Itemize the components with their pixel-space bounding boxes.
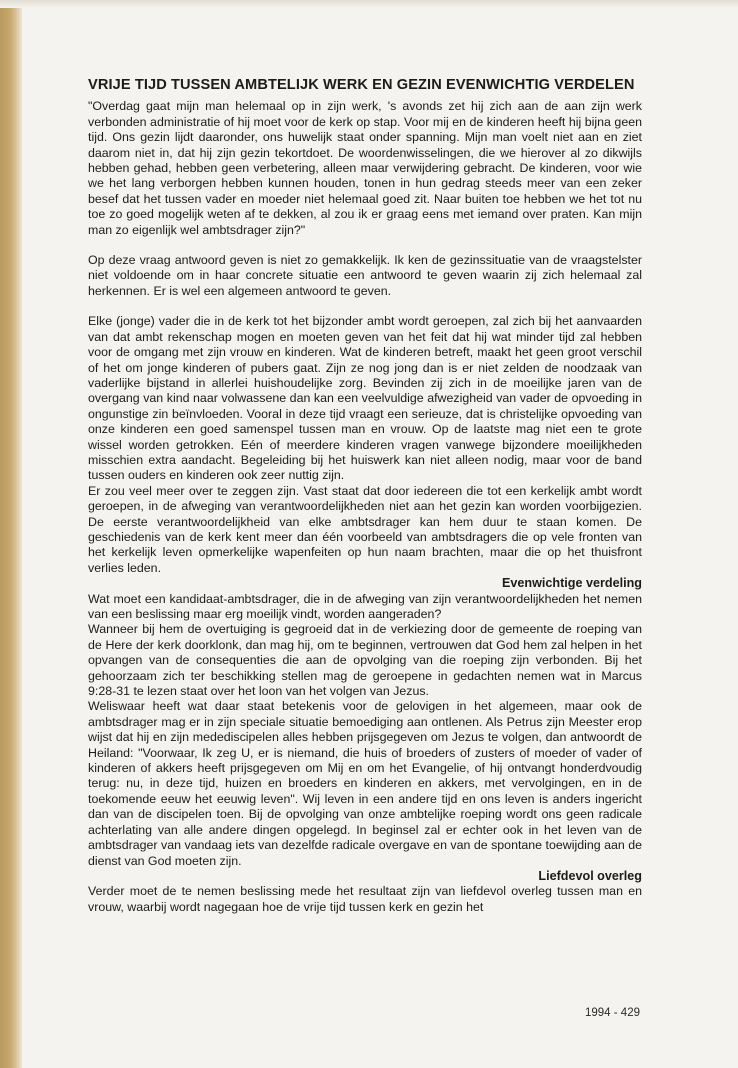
paragraph-question: "Overdag gaat mijn man helemaal op in zijn werk, 's avonds zet hij zich aan de aan zijn werk verbonden administratie of hij moet voor de kerk op stap. Voor mij en de kinderen heeft hij bijna geen tijd. Ons gezin lijdt daaronder, ons huwelijk staat onder spanning. Mijn man voelt niet aan en ziet daarom niet in, dat hij zijn gezin tekortdoet. De woordenwisselingen, die we hierover al zo dikwijls hebben gehad, hebben geen verbetering, alleen maar verwijdering gebracht. De kinderen, voor wie we het lang verborgen hebben kunnen houden, tonen in hun gedrag steeds meer van een zeker besef dat het tussen vader en moeder niet helemaal goed zit. Naar buiten toe hebben we het tot nu toe zo goed mogelijk weten af te dekken, al zou ik er graag eens met iemand over praten. Kan mijn man zo eigenlijk wel ambtsdrager zijn?"	[88, 99, 642, 237]
scan-binding-edge	[0, 0, 22, 1068]
article-title: VRIJE TIJD TUSSEN AMBTELIJK WERK EN GEZIN EVENWICHTIG VERDELEN	[88, 77, 635, 93]
paragraph-encouragement: Weliswaar heeft wat daar staat betekenis voor de gelovigen in het algemeen, maar ook de ambtsdrager mag er in zijn speciale situatie bemoediging aan ontlenen. Als Petrus zijn Meester erop wijst dat hij en zijn medediscipelen alles hebben prijsgegeven om Jezus te volgen, dan antwoordt de Heiland: "Voorwaar, Ik zeg U, er is niemand, die huis of broeders of zusters of moeder of vader of kinderen of akkers heeft prijsgegeven om Mij en om het Evangelie, of hij ontvangt honderdvoudig terug: nu, in deze tijd, huizen en broeders en kinderen en akkers, met vervolgingen, en in de toekomende eeuw het eeuwig leven". Wij leven in een andere tijd en ons leven is anders ingericht dan van de discipelen toen. Bij de opvolging van onze ambtelijke roeping wordt ons geen radicale achterlating van alle andere dingen opgelegd. In beginsel zal er echter ook in het leven van de ambtsdrager van vandaag iets van dezelfde radicale overgave en van de spontane toewijding aan de dienst van God moeten zijn.	[88, 699, 642, 868]
scan-top-edge	[0, 0, 738, 8]
paragraph-father-role: Elke (jonge) vader die in de kerk tot het bijzonder ambt wordt geroepen, zal zich bij het aanvaarden van dat ambt rekenschap mogen en moeten geven van het feit dat hij wat minder tijd zal hebben voor de omgang met zijn vrouw en kinderen. Wat de kinderen betreft, maakt het geen groot verschil of het om jonge kinderen of pubers gaat. Zijn ze nog jong dan is er niet zelden de noodzaak van vaderlijke bijstand in allerlei huishoudelijke zorg. Bevinden zij zich in de moeilijke jaren van de overgang van kind naar volwassene dan kan een veelvuldige afwezigheid van vader de opvoeding in ongunstige zin beïnvloeden. Vooral in deze tijd vraagt een serieuze, dat is christelijke opvoeding van onze kinderen een goed samenspel tussen man en vrouw. Op de laatste mag niet een te grote wissel worden getrokken. Eén of meerdere kinderen vragen vanwege bijzondere moeilijkheden misschien extra aandacht. Begeleiding bij het huiswerk kan niet alleen nodig, maar voor de band tussen ouders en kinderen ook zeer nuttig zijn.	[88, 314, 642, 483]
paragraph-candidate-question: Wat moet een kandidaat-ambtsdrager, die in de afweging van zijn verantwoordelijkheden het nemen van een beslissing maar erg moeilijk vindt, worden aangeraden?	[88, 591, 642, 621]
paragraph-conviction: Wanneer bij hem de overtuiging is gegroeid dat in de verkiezing door de gemeente de roeping van de Here der kerk doorklonk, dan mag hij, om te beginnen, vertrouwen dat God hem zal helpen in het opvangen van de consequenties die aan de opvolging van die roeping zijn verbonden. Bij het gehoorzaam zich ter beschikking stellen mag de geroepene in gedachten nemen wat in Marcus 9:28-31 te lezen staat over het loon van het volgen van Jezus.	[88, 622, 642, 699]
section-heading-evenwichtige-verdeling: Evenwichtige verdeling	[502, 576, 642, 591]
paragraph-deliberation: Verder moet de te nemen beslissing mede het resultaat zijn van liefdevol overleg tussen man en vrouw, waarbij wordt nagegaan hoe de vrije tijd tussen kerk en gezin het	[88, 884, 642, 914]
article	[88, 77, 642, 915]
paragraph-answer-intro: Op deze vraag antwoord geven is niet zo gemakkelijk. Ik ken de gezinssituatie van de vraagstelster niet voldoende om in haar concrete situatie een antwoord te geven waarin zij zich helemaal zal herkennen. Er is wel een algemeen antwoord te geven.	[88, 253, 642, 298]
page-number: 1994 - 429	[585, 1007, 640, 1019]
section-heading-liefdevol-overleg: Liefdevol overleg	[538, 868, 642, 883]
paragraph-responsibility: Er zou veel meer over te zeggen zijn. Vast staat dat door iedereen die tot een kerkelijk ambt wordt geroepen, in de afweging van verantwoordelijkheden niet aan het gezin kan worden voorbijgezien. De eerste verantwoordelijkheid van elke ambtsdrager kan hem duur te staan komen. De geschiedenis van de kerk kent meer dan één voorbeeld van ambtsdragers die op vele fronten van het kerkelijk leven opmerkelijke wapenfeiten op hun naam brachten, maar die op het thuisfront verlies leden.	[88, 483, 642, 575]
